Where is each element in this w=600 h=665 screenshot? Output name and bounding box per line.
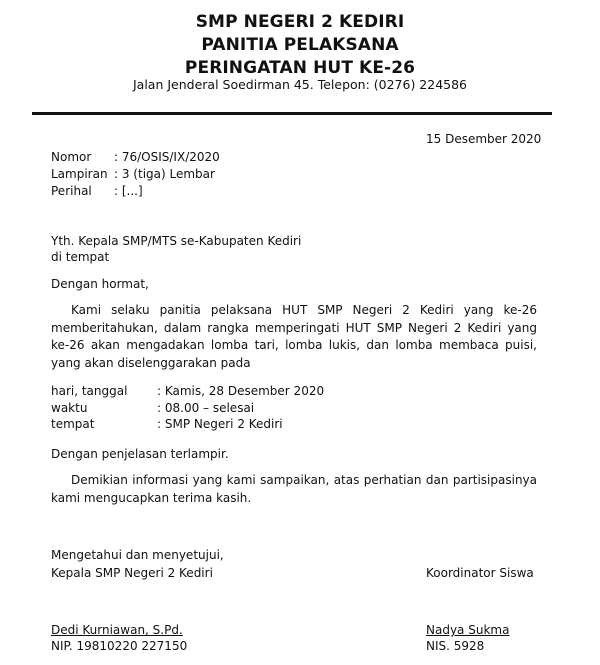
time-value: : 08.00 – selesai <box>157 401 255 415</box>
perihal-value: : [...] <box>114 184 143 198</box>
explanation-line: Dengan penjelasan terlampir. <box>51 447 229 461</box>
recipient-line-1: Yth. Kepala SMP/MTS se-Kabupaten Kediri <box>51 234 302 248</box>
right-signatory-id: NIS. 5928 <box>426 639 485 653</box>
header-event-title: PERINGATAN HUT KE-26 <box>184 58 416 78</box>
approval-line: Mengetahui dan menyetujui, <box>51 548 224 562</box>
body-paragraph: Kami selaku panitia pelaksana HUT SMP Negeri 2 Kediri yang ke-26 memberitahukan, dalam rangka memperingati HUT SMP Negeri 2 Kediri yang ke-26 akan mengadakan lomba tari, lomba lukis, dan lomba membaca puisi, yang akan diselenggarakan pada <box>51 303 537 370</box>
time-label: waktu <box>51 401 88 415</box>
letter-date: 15 Desember 2020 <box>426 132 542 146</box>
perihal-label: Perihal <box>51 184 92 198</box>
nomor-value: : 76/OSIS/IX/2020 <box>114 150 220 164</box>
header-school-name: SMP NEGERI 2 KEDIRI <box>195 12 405 32</box>
greeting: Dengan hormat, <box>51 277 149 291</box>
recipient-line-2: di tempat <box>51 250 110 264</box>
day-value: : Kamis, 28 Desember 2020 <box>157 384 325 398</box>
place-value: : SMP Negeri 2 Kediri <box>157 417 283 431</box>
place-label: tempat <box>51 417 95 431</box>
nomor-label: Nomor <box>51 150 92 164</box>
right-signatory-name: Nadya Sukma <box>426 623 510 637</box>
header-address: Jalan Jenderal Soedirman 45. Telepon: (0276) 224586 <box>132 77 468 92</box>
lampiran-label: Lampiran <box>51 167 108 181</box>
closing-paragraph: Demikian informasi yang kami sampaikan, atas perhatian dan partisipasinya kami mengucapkan terima kasih. <box>51 473 537 505</box>
header-divider <box>32 112 552 115</box>
right-signatory-title: Koordinator Siswa <box>426 566 534 580</box>
left-signatory-id: NIP. 19810220 227150 <box>51 639 188 653</box>
left-signatory-name: Dedi Kurniawan, S.Pd. <box>51 623 183 637</box>
header-committee: PANITIA PELAKSANA <box>201 35 399 55</box>
left-signatory-title: Kepala SMP Negeri 2 Kediri <box>51 566 213 580</box>
day-label: hari, tanggal <box>51 384 128 398</box>
lampiran-value: : 3 (tiga) Lembar <box>114 167 215 181</box>
